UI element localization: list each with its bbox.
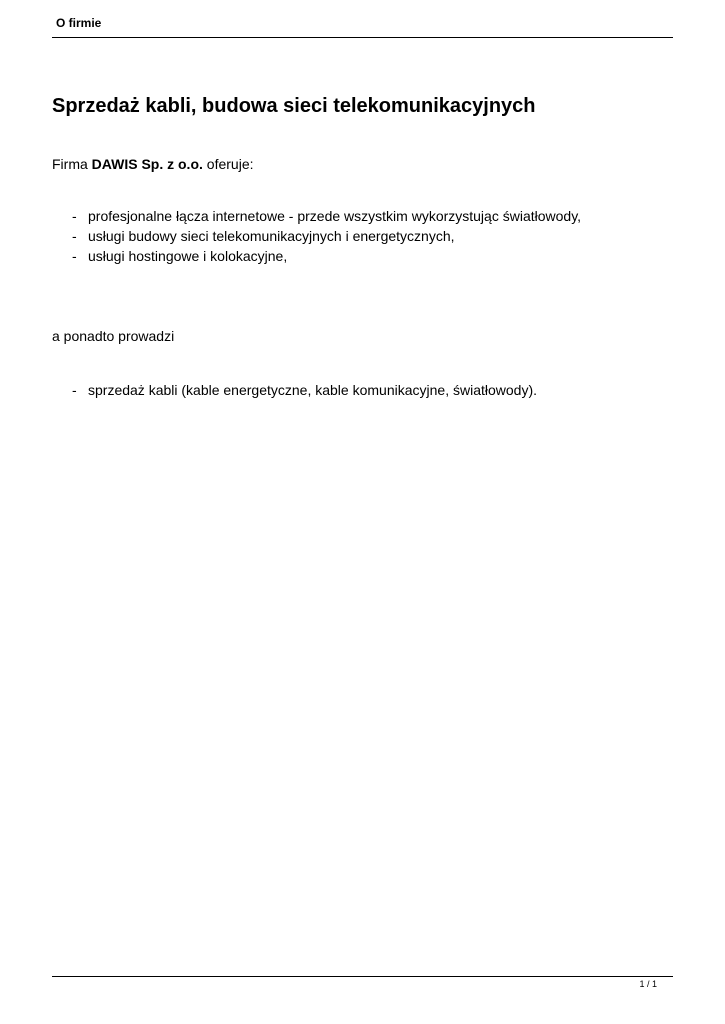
page-footer — [52, 976, 673, 989]
list-item — [72, 380, 673, 400]
dash-icon: - — [72, 208, 77, 224]
list-item-text: usługi budowy sieci telekomunikacyjnych i energetycznych, — [88, 228, 455, 244]
intro-prefix: Firma — [52, 156, 88, 172]
dash-icon: - — [72, 248, 77, 264]
list-item — [72, 246, 673, 266]
page-header — [52, 15, 673, 38]
offer-list — [52, 206, 673, 266]
page-number: 1 / 1 — [639, 979, 657, 989]
intro-suffix: oferuje: — [206, 156, 254, 172]
page-title: Sprzedaż kabli, budowa sieci telekomunikacyjnych — [52, 95, 536, 117]
document-content — [52, 92, 673, 400]
dash-icon: - — [72, 382, 77, 398]
sales-list — [52, 380, 673, 400]
list-item-text: profesjonalne łącza internetowe - przede wszystkim wykorzystując światłowody, — [88, 208, 582, 224]
list-item — [72, 206, 673, 226]
list-item — [72, 226, 673, 246]
list-item-text: usługi hostingowe i kolokacyjne, — [88, 248, 288, 264]
continuation-text: a ponadto prowadzi — [52, 328, 175, 344]
list-item-text: sprzedaż kabli (kable energetyczne, kable komunikacyjne, światłowody). — [88, 382, 537, 398]
dash-icon: - — [72, 228, 77, 244]
intro-paragraph — [52, 154, 673, 174]
header-title: O firmie — [56, 16, 102, 30]
company-name: DAWIS Sp. z o.o. — [91, 156, 203, 172]
